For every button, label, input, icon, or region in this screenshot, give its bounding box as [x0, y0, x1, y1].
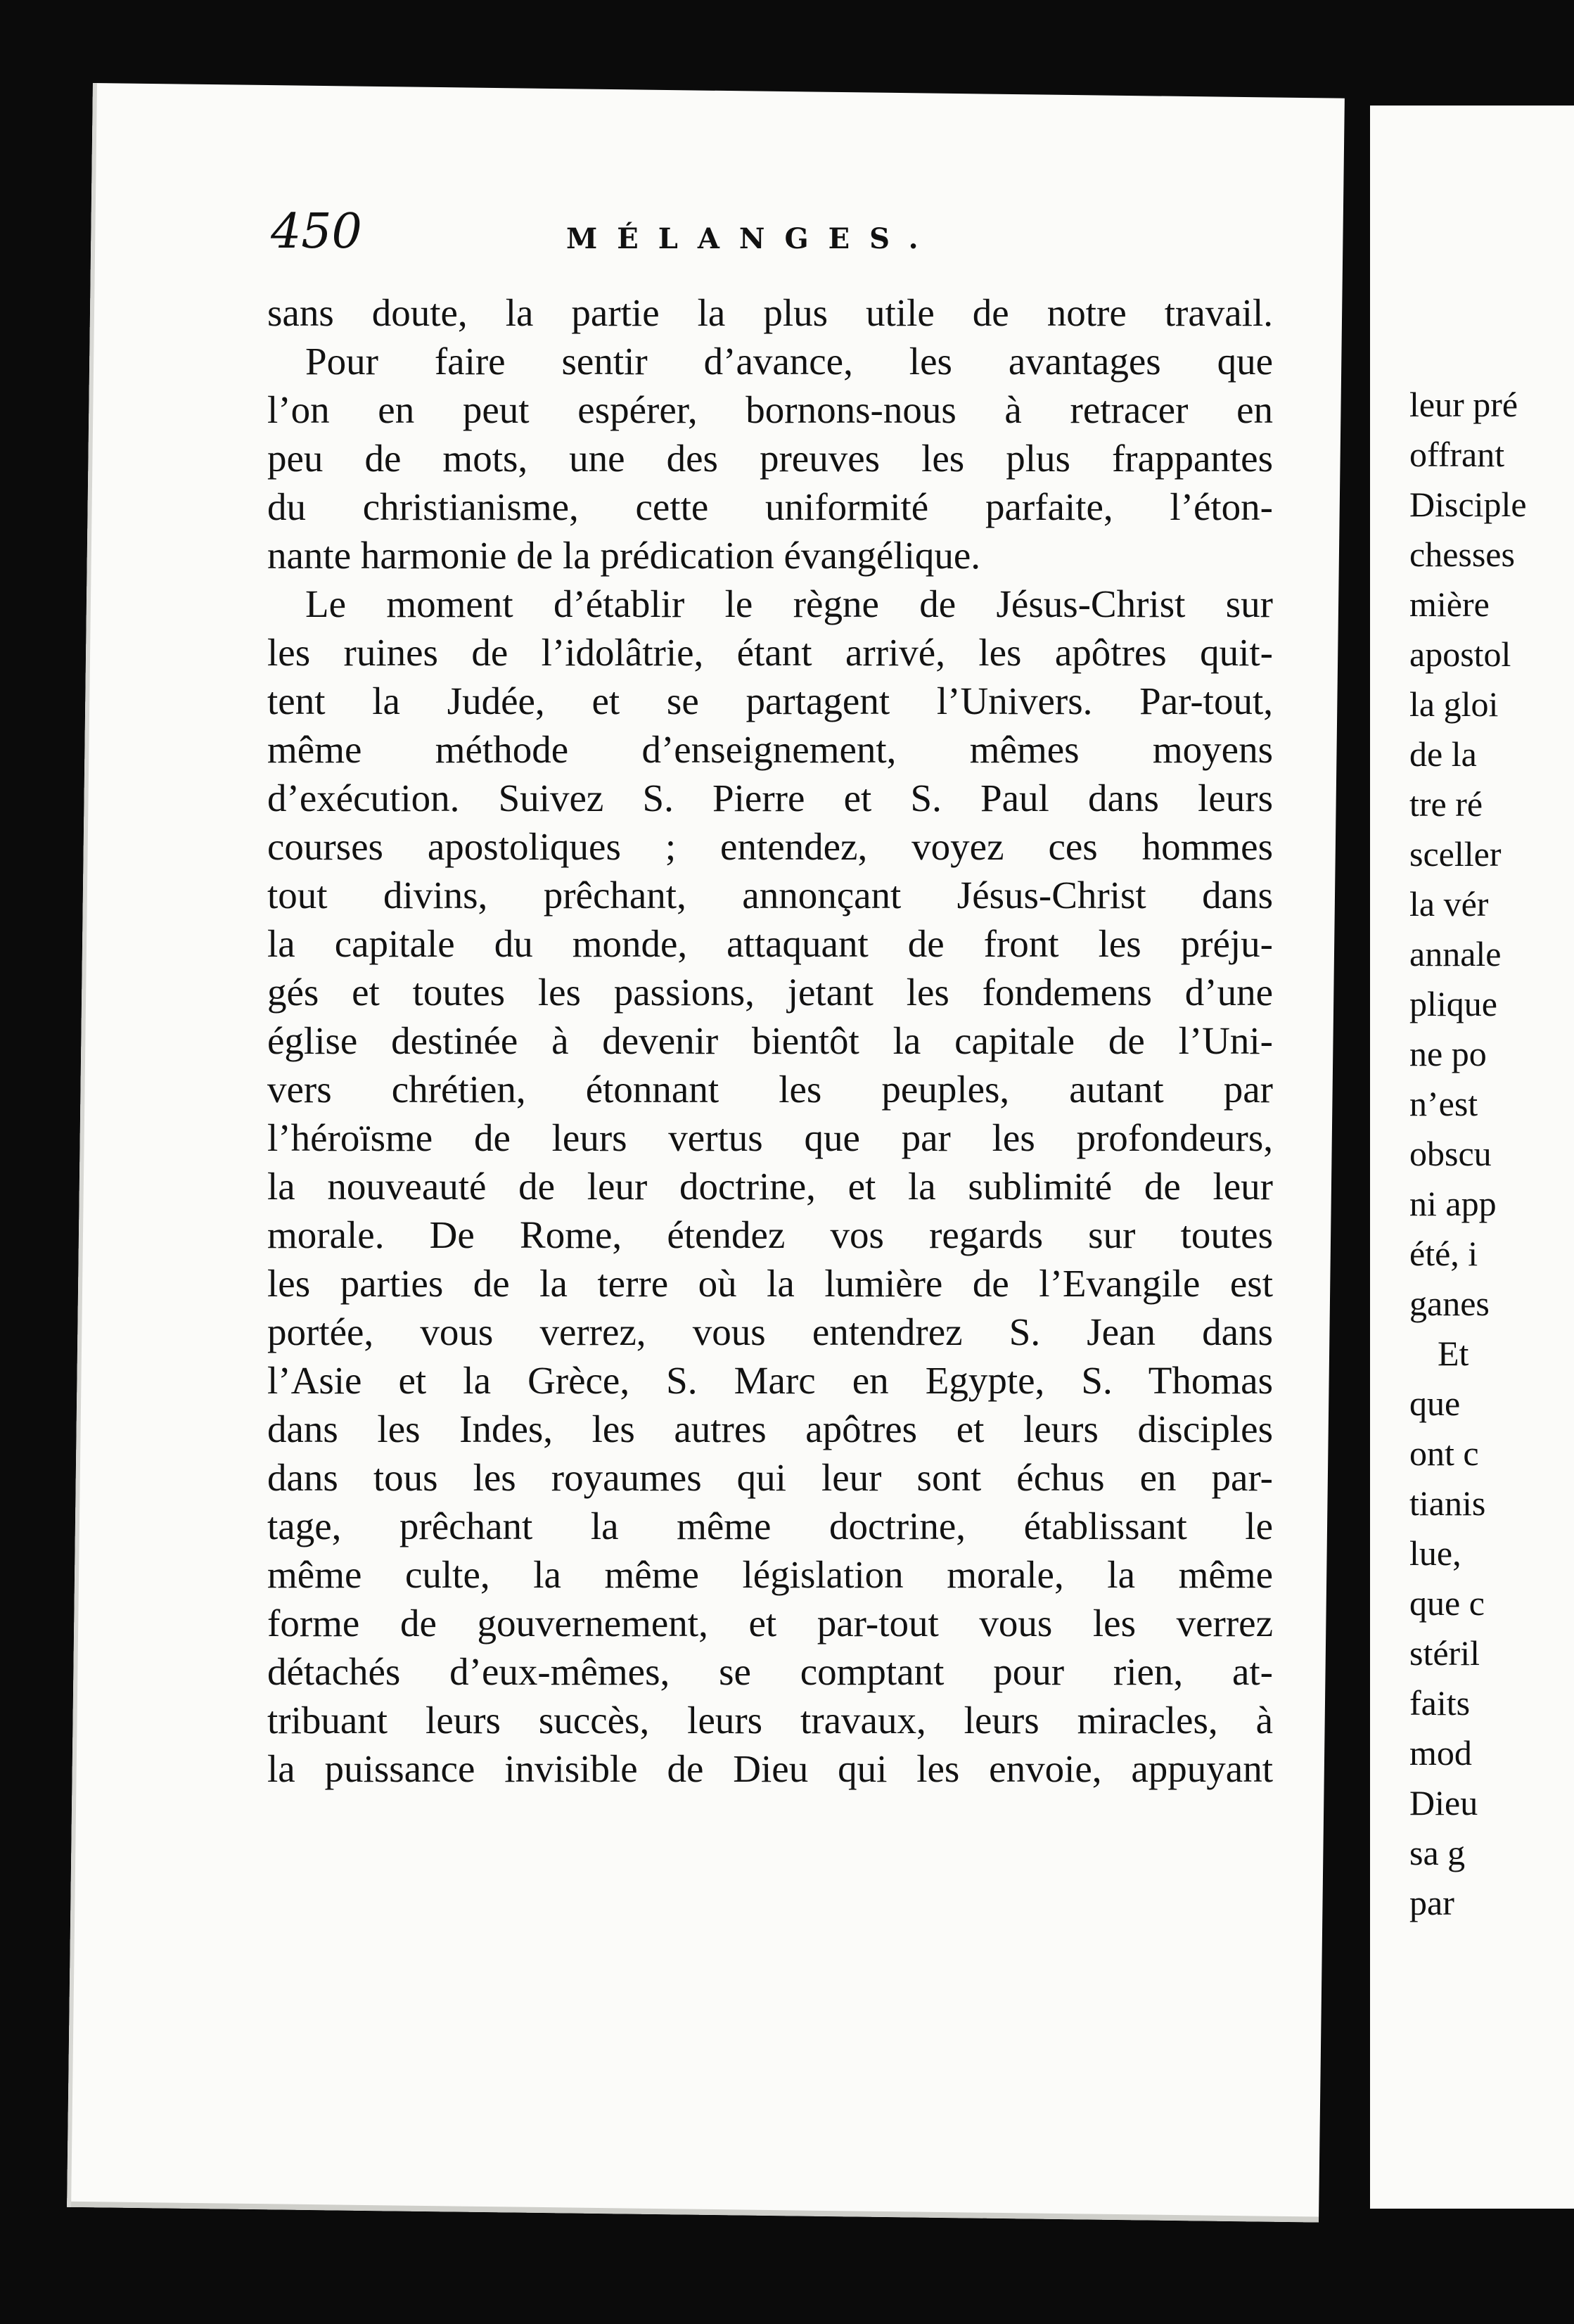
fragment-line: sa g — [1409, 1833, 1466, 1872]
text-line: tent la Judée, et se partagent l’Univers. Par-tout, — [267, 679, 1273, 722]
fragment-line: ganes — [1409, 1284, 1490, 1323]
fragment-line: tre ré — [1409, 784, 1483, 824]
fragment-line: sceller — [1409, 834, 1502, 874]
fragment-line: été, i — [1409, 1234, 1478, 1273]
fragment-line: la vér — [1409, 884, 1489, 924]
body-text — [267, 288, 1273, 1793]
text-line: forme de gouvernement, et par-tout vous les verrez — [267, 1602, 1273, 1645]
fragment-line: tianis — [1409, 1483, 1486, 1523]
text-line: la puissance invisible de Dieu qui les envoie, appuyant — [267, 1747, 1273, 1790]
fragment-line: de la — [1409, 734, 1477, 774]
fragment-line: ni app — [1409, 1184, 1497, 1223]
text-line: la capitale du monde, attaquant de front les préju- — [267, 922, 1273, 965]
text-line: Pour faire sentir d’avance, les avantages que — [305, 340, 1273, 383]
text-line: dans les Indes, les autres apôtres et leurs disciples — [267, 1407, 1273, 1450]
text-line: détachés d’eux-mêmes, se comptant pour rien, at- — [267, 1650, 1273, 1693]
text-line: Le moment d’établir le règne de Jésus-Christ sur — [305, 582, 1273, 625]
fragment-line: n’est — [1409, 1084, 1478, 1123]
text-line: même méthode d’enseignement, mêmes moyens — [267, 728, 1273, 771]
text-line: les ruines de l’idolâtrie, étant arrivé, les apôtres quit- — [267, 631, 1273, 674]
fragment-line: mière — [1409, 585, 1490, 624]
right-page-text-fragment — [1409, 380, 1574, 1928]
fragment-line: apostol — [1409, 634, 1511, 674]
text-line: dans tous les royaumes qui leur sont échus en par- — [267, 1456, 1273, 1499]
text-line: tage, prêchant la même doctrine, établissant le — [267, 1505, 1273, 1547]
text-line: nante harmonie de la prédication évangélique. — [267, 534, 981, 577]
fragment-line: lue, — [1409, 1533, 1461, 1573]
fragment-line: obscu — [1409, 1134, 1492, 1173]
fragment-line: ne po — [1409, 1034, 1487, 1073]
text-line: même culte, la même législation morale, la même — [267, 1553, 1273, 1596]
fragment-line: plique — [1409, 984, 1497, 1023]
text-line: tribuant leurs succès, leurs travaux, leurs miracles, à — [267, 1699, 1273, 1742]
text-line: les parties de la terre où la lumière de l’Evangile est — [267, 1262, 1273, 1305]
fragment-line: que — [1409, 1384, 1461, 1423]
page-number: 450 — [271, 204, 362, 260]
fragment-line: la gloi — [1409, 684, 1499, 724]
running-title: MÉLANGES. — [566, 222, 938, 255]
text-line: tout divins, prêchant, annonçant Jésus-Christ dans — [267, 874, 1273, 917]
page-header — [271, 204, 1255, 288]
fragment-line: que c — [1409, 1583, 1485, 1623]
text-line: gés et toutes les passions, jetant les fondemens d’une — [267, 971, 1273, 1014]
text-line: l’Asie et la Grèce, S. Marc en Egypte, S. Thomas — [267, 1359, 1273, 1402]
fragment-line: leur pré — [1409, 385, 1518, 424]
text-line: église destinée à devenir bientôt la capitale de l’Uni- — [267, 1019, 1273, 1062]
right-page — [1370, 106, 1574, 2209]
text-line: peu de mots, une des preuves les plus frappantes — [267, 437, 1273, 480]
fragment-line: Disciple — [1409, 485, 1527, 524]
fragment-line: par — [1409, 1883, 1454, 1922]
text-line: du christianisme, cette uniformité parfaite, l’éton- — [267, 485, 1273, 528]
text-line: morale. De Rome, étendez vos regards sur toutes — [267, 1213, 1273, 1256]
text-line: vers chrétien, étonnant les peuples, autant par — [267, 1068, 1273, 1111]
fragment-line: stéril — [1409, 1633, 1480, 1673]
text-line: portée, vous verrez, vous entendrez S. Jean dans — [267, 1310, 1273, 1353]
fragment-line: Dieu — [1409, 1783, 1478, 1822]
text-line: d’exécution. Suivez S. Pierre et S. Paul dans leurs — [267, 777, 1273, 819]
text-line: l’héroïsme de leurs vertus que par les profondeurs, — [267, 1116, 1273, 1159]
fragment-line: Et — [1438, 1334, 1469, 1373]
fragment-line: offrant — [1409, 435, 1505, 474]
text-line: l’on en peut espérer, bornons-nous à retracer en — [267, 388, 1273, 431]
fragment-line: ont c — [1409, 1434, 1479, 1473]
text-line: courses apostoliques ; entendez, voyez ces hommes — [267, 825, 1273, 868]
fragment-line: mod — [1409, 1733, 1472, 1773]
fragment-line: chesses — [1409, 535, 1515, 574]
fragment-line: faits — [1409, 1683, 1471, 1723]
fragment-line: annale — [1409, 934, 1502, 973]
text-line: la nouveauté de leur doctrine, et la sublimité de leur — [267, 1165, 1273, 1208]
text-line: sans doute, la partie la plus utile de notre travail. — [267, 291, 1273, 334]
